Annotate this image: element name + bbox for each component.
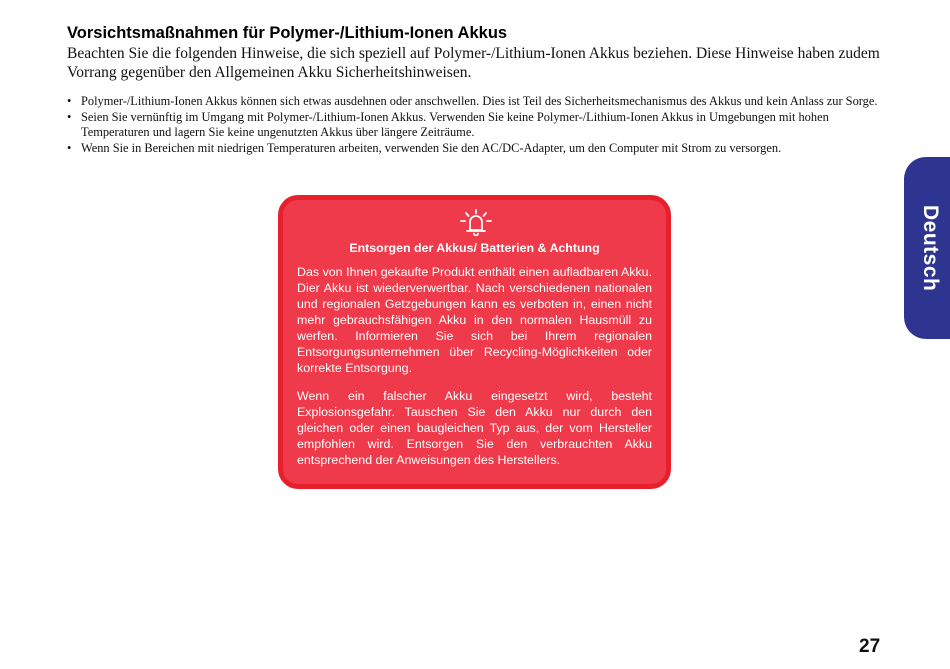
- list-item: [67, 94, 897, 109]
- warning-title: Entsorgen der Akkus/ Batterien & Achtung: [349, 241, 600, 255]
- warning-paragraph-explosion: Wenn ein falscher Akku eingesetzt wird, besteht Explosionsgefahr. Tauschen Sie den Akku nur durch den gleichen oder einen baugleichen Typ aus, der vom Hersteller empfohlen wird. Entsorgen Sie den verbrauchten Akku entsprechend der Anweisungen des Herstellers.: [297, 389, 652, 467]
- list-item: [67, 141, 897, 156]
- list-item: [67, 110, 897, 140]
- list-item-text: Wenn Sie in Bereichen mit niedrigen Temperaturen arbeiten, verwenden Sie den AC/DC-Adapter, um den Computer mit Strom zu versorgen.: [81, 141, 782, 155]
- intro-paragraph: Beachten Sie die folgenden Hinweise, die sich speziell auf Polymer-/Lithium-Ionen Akkus beziehen. Diese Hinweise haben zudem Vorrang gegenüber den Allgemeinen Akku Sicherheitshinweisen.: [67, 45, 880, 81]
- page-number: 27: [859, 636, 881, 657]
- list-item-text: Seien Sie vernünftig im Umgang mit Polymer-/Lithium-Ionen Akkus. Verwenden Sie keine Polymer-/Lithium-Ionen Akkus in Umgebungen mit hohen Temperaturen und lagern Sie keine ungenutzten Akkus über längere Zeiträume.: [81, 110, 829, 139]
- warning-paragraph-disposal: Das von Ihnen gekaufte Produkt enthält einen aufladbaren Akku. Dier Akku ist wiederverwertbar. Nach verschiedenen nationalen und regionalen Getzgebungen kann es verboten in, einen nicht mehr gebrauchsfähigen Akku in den normalen Hausmüll zu werfen. Informieren Sie sich bei Ihrem regionalen Entsorgungsunternehmen über Recycling-Möglichkeiten oder korrekte Entsorgung.: [297, 265, 652, 375]
- section-heading: Vorsichtsmaßnahmen für Polymer-/Lithium-Ionen Akkus: [67, 24, 508, 42]
- precautions-list: [67, 94, 897, 157]
- list-item-text: Polymer-/Lithium-Ionen Akkus können sich etwas ausdehnen oder anschwellen. Dies ist Teil des Sicherheitsmechanismus des Akkus und kein Anlass zur Sorge.: [81, 94, 878, 108]
- alarm-bell-icon: [459, 208, 493, 236]
- bullet-icon: •: [67, 94, 72, 108]
- bullet-icon: •: [67, 110, 72, 124]
- language-tab-label: Deutsch: [919, 205, 942, 292]
- disposal-warning-box: [278, 195, 671, 489]
- language-tab: [904, 157, 950, 339]
- bullet-icon: •: [67, 141, 72, 155]
